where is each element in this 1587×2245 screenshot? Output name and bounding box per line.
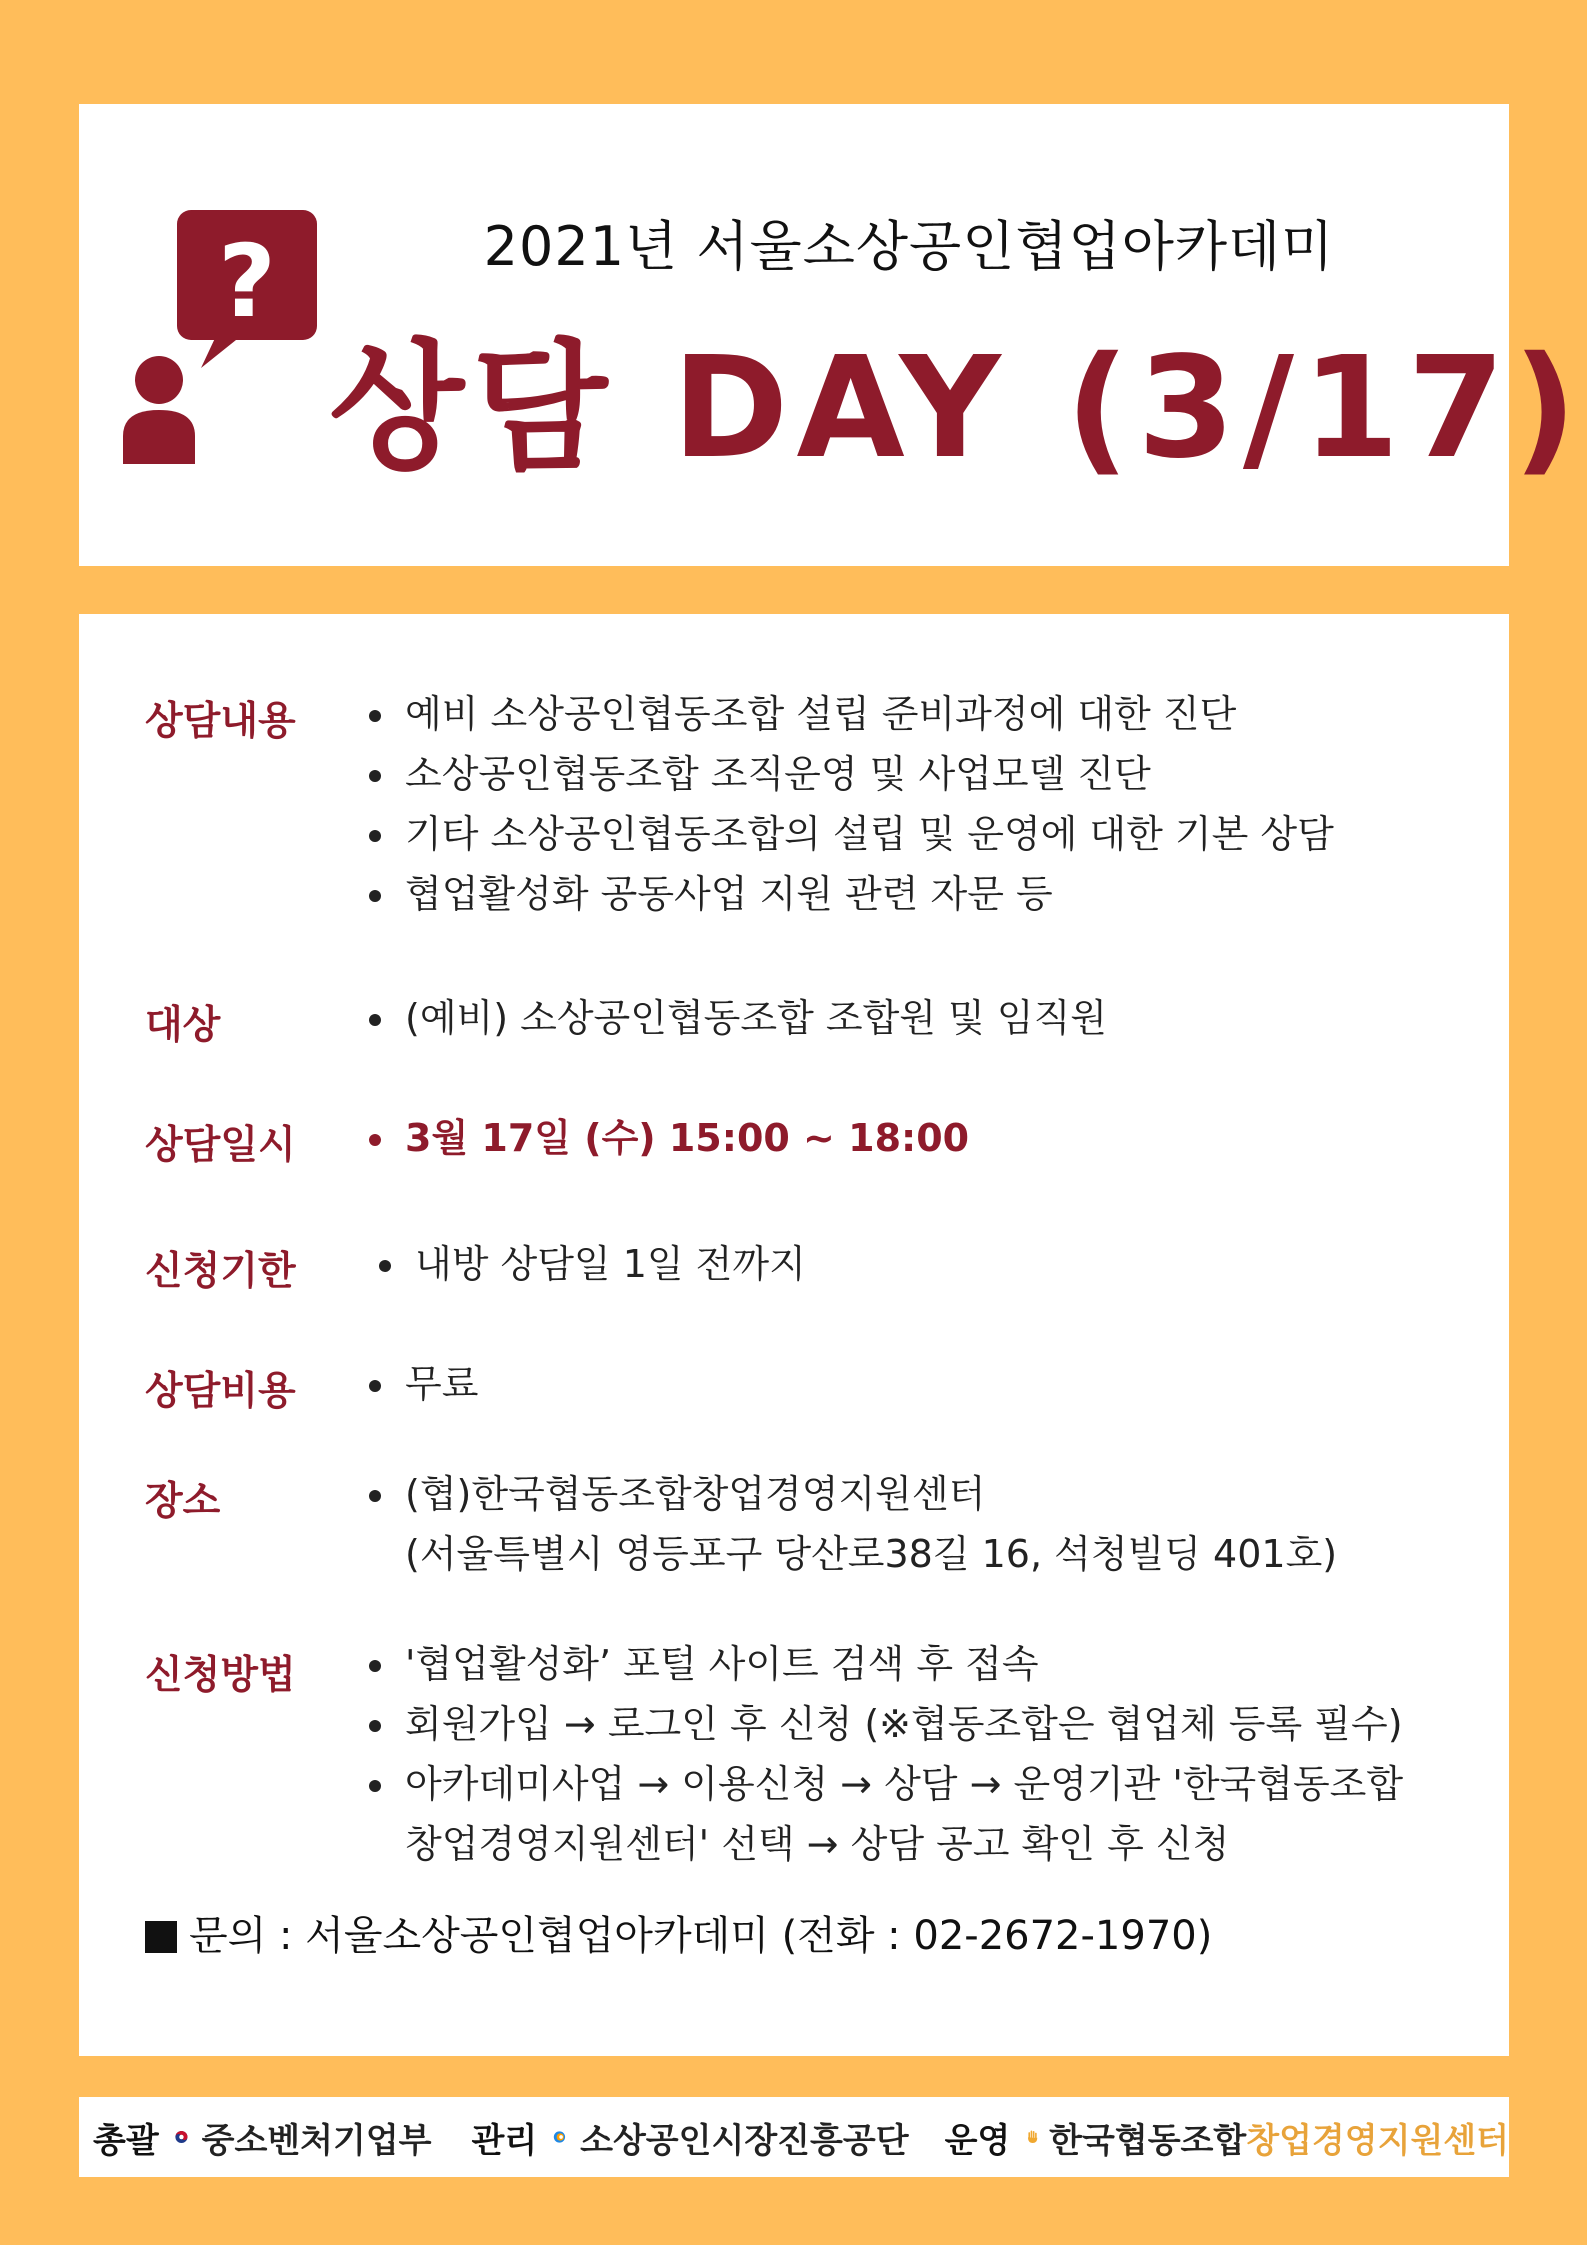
svg-text:?: ?	[217, 223, 277, 340]
bullet-icon	[369, 830, 381, 842]
operate-org-suffix: 창업경영지원센터	[1246, 2120, 1509, 2161]
square-bullet-icon	[145, 1921, 177, 1953]
list-item: 아카데미사업 → 이용신청 → 상담 → 운영기관 '한국협동조합	[369, 1754, 1403, 1814]
operate-org-prefix: 한국협동조합	[1049, 2120, 1247, 2161]
section-label: 상담내용	[145, 699, 296, 744]
section-items	[369, 684, 1334, 924]
section-items	[369, 1108, 969, 1168]
section-label: 신청기한	[145, 1249, 296, 1294]
supervise-org: 중소벤처기업부	[201, 2120, 432, 2161]
list-item: 무료	[369, 1354, 478, 1414]
list-item: 예비 소상공인협동조합 설립 준비과정에 대한 진단	[369, 684, 1334, 744]
content-panel	[79, 614, 1509, 2056]
list-item: (예비) 소상공인협동조합 조합원 및 임직원	[369, 988, 1107, 1048]
section-items	[369, 1464, 1337, 1584]
bullet-icon	[369, 710, 381, 722]
bullet-icon	[369, 1720, 381, 1732]
page-subtitle: 2021년 서울소상공인협업아카데미	[483, 215, 1335, 278]
list-item: (협)한국협동조합창업경영지원센터	[369, 1464, 1337, 1524]
bullet-icon	[369, 770, 381, 782]
person-question-icon	[121, 206, 321, 466]
bullet-icon	[369, 1780, 381, 1792]
bullet-icon	[369, 1660, 381, 1672]
bullet-icon	[369, 890, 381, 902]
section-items	[369, 988, 1107, 1048]
manage-label: 관리	[471, 2120, 538, 2161]
bullet-icon	[369, 1014, 381, 1026]
semas-logo-icon	[553, 2105, 566, 2169]
list-item: 내방 상담일 1일 전까지	[379, 1234, 806, 1294]
supervise-label: 총괄	[93, 2120, 159, 2161]
list-item: 기타 소상공인협동조합의 설립 및 운영에 대한 기본 상담	[369, 804, 1334, 864]
list-item: 협업활성화 공동사업 지원 관련 자문 등	[369, 864, 1334, 924]
list-item: '협업활성화’ 포털 사이트 검색 후 접속	[369, 1634, 1403, 1694]
bullet-icon	[379, 1260, 391, 1272]
section-items	[369, 1354, 478, 1414]
section-label: 장소	[145, 1479, 221, 1524]
inquiry-line	[145, 1904, 1212, 1961]
section-label: 신청방법	[145, 1653, 296, 1698]
footer-panel	[79, 2097, 1509, 2177]
operate-label: 운영	[944, 2120, 1011, 2161]
section-label: 상담비용	[145, 1369, 296, 1414]
hand-logo-icon	[1026, 2101, 1039, 2173]
manage-org: 소상공인시장진흥공단	[580, 2120, 909, 2161]
list-item: 회원가입 → 로그인 후 신청 (※협동조합은 협업체 등록 필수)	[369, 1694, 1403, 1754]
section-items	[369, 1634, 1403, 1874]
section-items	[379, 1234, 806, 1294]
inquiry-text: 문의 : 서울소상공인협업아카데미 (전화 : 02-2672-1970)	[189, 1913, 1213, 1959]
korea-government-emblem-icon	[175, 2105, 188, 2169]
section-label: 대상	[145, 1003, 221, 1048]
bullet-icon	[369, 1380, 381, 1392]
page-title: 상담 DAY (3/17)	[329, 327, 1585, 490]
list-item: 3월 17일 (수) 15:00 ~ 18:00	[369, 1108, 969, 1168]
bullet-icon	[369, 1490, 381, 1502]
list-item-continuation: (서울특별시 영등포구 당산로38길 16, 석청빌딩 401호)	[405, 1532, 1338, 1576]
footer-orgs	[79, 2097, 1509, 2177]
header-panel	[79, 104, 1585, 566]
list-item-continuation: 창업경영지원센터' 선택 → 상담 공고 확인 후 신청	[405, 1822, 1230, 1866]
section-label: 상담일시	[145, 1123, 296, 1168]
bullet-icon	[369, 1134, 381, 1146]
list-item: 소상공인협동조합 조직운영 및 사업모델 진단	[369, 744, 1334, 804]
